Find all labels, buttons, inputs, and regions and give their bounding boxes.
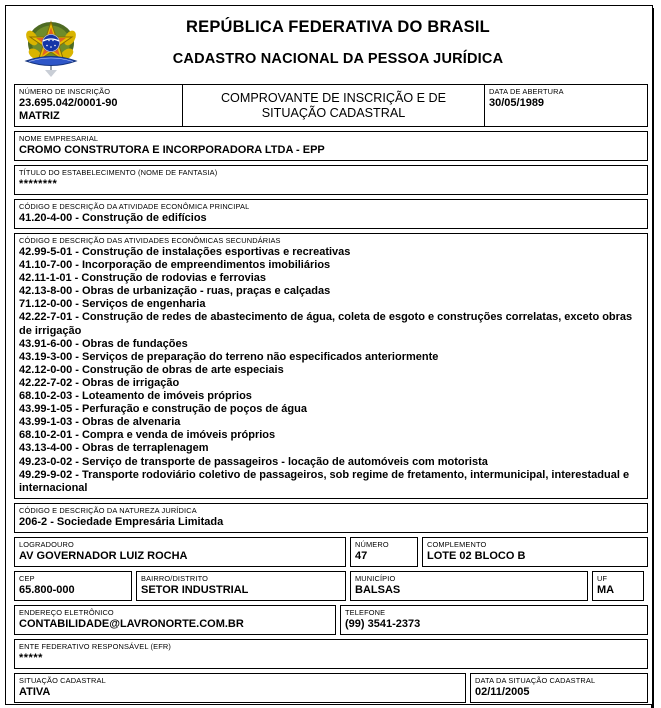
secondary-activity-item: 42.12-0-00 - Construção de obras de arte especiais	[19, 363, 284, 376]
complement-label: COMPLEMENTO	[427, 539, 487, 549]
document-type-title	[183, 85, 485, 126]
secondary-activity-item: 43.99-1-05 - Perfuração e construção de poços de água	[19, 403, 307, 416]
city-field	[350, 571, 588, 601]
number-field	[350, 537, 418, 567]
secondary-activity-item: 43.19-3-00 - Serviços de preparação do terreno não especificados anteriormente	[19, 350, 439, 363]
opening-date-field	[485, 85, 647, 126]
situation-date-label: DATA DA SITUAÇÃO CADASTRAL	[475, 675, 596, 685]
cep-label: CEP	[19, 573, 35, 583]
secondary-activities-label: CÓDIGO E DESCRIÇÃO DAS ATIVIDADES ECONÔMICAS SECUNDÁRIAS	[19, 236, 281, 245]
page-subtitle: CADASTRO NACIONAL DA PESSOA JURÍDICA	[172, 51, 504, 67]
inscription-number-value: 23.695.042/0001-90	[19, 97, 118, 109]
secondary-activity-item: 68.10-2-01 - Compra e venda de imóveis próprios	[19, 429, 276, 442]
page-title: REPÚBLICA FEDERATIVA DO BRASIL	[186, 18, 490, 36]
cep-field	[14, 571, 132, 601]
situation-label: SITUAÇÃO CADASTRAL	[19, 675, 106, 685]
secondary-activity-item: 43.13-4-00 - Obras de terraplenagem	[19, 442, 209, 455]
document-type-text: COMPROVANTE DE INSCRIÇÃO E DE SITUAÇÃO CADASTRAL	[220, 90, 447, 120]
phone-value: (99) 3541-2373	[345, 617, 421, 630]
company-name-value: CROMO CONSTRUTORA E INCORPORADORA LTDA - EPP	[19, 144, 325, 156]
street-label: LOGRADOURO	[19, 539, 74, 549]
number-value: 47	[355, 549, 368, 562]
state-value: MA	[597, 583, 615, 596]
brazil-coat-of-arms-icon	[14, 14, 88, 78]
secondary-activity-item: 49.23-0-02 - Serviço de transporte de passageiros - locação de automóveis com motorista	[19, 455, 488, 468]
company-name-field	[14, 131, 648, 161]
secondary-activities-field	[14, 233, 648, 499]
secondary-activities-row	[14, 233, 648, 499]
company-name-row	[14, 131, 648, 161]
legal-nature-label: CÓDIGO E DESCRIÇÃO DA NATUREZA JURÍDICA	[19, 505, 197, 515]
secondary-activity-item: 49.29-9-02 - Transporte rodoviário coletivo de passageiros, sob regime de fretamento, intermunicipal, interestadual e internacional	[19, 468, 630, 494]
trade-name-row	[14, 165, 648, 195]
district-label: BAIRRO/DISTRITO	[141, 573, 208, 583]
secondary-activity-item: 42.22-7-02 - Obras de irrigação	[19, 376, 180, 389]
secondary-activity-item: 42.99-5-01 - Construção de instalações esportivas e recreativas	[19, 246, 351, 258]
situation-field	[14, 673, 466, 703]
status-row	[14, 673, 648, 703]
main-activity-value: 41.20-4-00 - Construção de edifícios	[19, 212, 207, 224]
efr-field	[14, 639, 648, 669]
identification-row	[14, 84, 648, 127]
state-field	[592, 571, 644, 601]
phone-field	[340, 605, 648, 635]
city-label: MUNICÍPIO	[355, 573, 396, 583]
complement-value: LOTE 02 BLOCO B	[427, 549, 526, 562]
legal-nature-row	[14, 503, 648, 533]
street-value: AV GOVERNADOR LUIZ ROCHA	[19, 549, 188, 562]
street-field	[14, 537, 346, 567]
inscription-number-label: NÚMERO DE INSCRIÇÃO	[19, 87, 111, 96]
complement-field	[422, 537, 648, 567]
cep-value: 65.800-000	[19, 583, 75, 596]
address-row-1	[14, 537, 648, 567]
trade-name-value: ********	[19, 178, 58, 190]
legal-nature-value: 206-2 - Sociedade Empresária Limitada	[19, 515, 224, 528]
efr-label: ENTE FEDERATIVO RESPONSÁVEL (EFR)	[19, 641, 171, 651]
secondary-activity-item: 71.12-0-00 - Serviços de engenharia	[19, 298, 206, 311]
main-activity-row	[14, 199, 648, 229]
secondary-activity-item: 43.99-1-03 - Obras de alvenaria	[19, 416, 181, 429]
trade-name-field	[14, 165, 648, 195]
secondary-activity-item: 43.91-6-00 - Obras de fundações	[19, 337, 188, 350]
email-field	[14, 605, 336, 635]
phone-label: TELEFONE	[345, 607, 386, 617]
opening-date-value: 30/05/1989	[489, 97, 545, 109]
opening-date-label: DATA DE ABERTURA	[489, 87, 564, 96]
company-name-label: NOME EMPRESARIAL	[19, 134, 99, 143]
district-field	[136, 571, 346, 601]
address-row-2	[14, 571, 648, 601]
secondary-activities-list	[19, 246, 643, 495]
main-activity-field	[14, 199, 648, 229]
email-value: CONTABILIDADE@LAVRONORTE.COM.BR	[19, 617, 244, 630]
number-label: NÚMERO	[355, 539, 389, 549]
situation-date-value: 02/11/2005	[475, 685, 530, 698]
efr-value: *****	[19, 651, 43, 664]
contact-row	[14, 605, 648, 635]
document-header	[14, 12, 648, 84]
efr-row	[14, 639, 648, 669]
city-value: BALSAS	[355, 583, 401, 596]
inscription-type-value: MATRIZ	[19, 110, 60, 122]
trade-name-label: TÍTULO DO ESTABELECIMENTO (NOME DE FANTASIA)	[19, 168, 218, 177]
situation-date-field	[470, 673, 648, 703]
situation-value: ATIVA	[19, 685, 51, 698]
inscription-number-field	[15, 85, 183, 126]
legal-nature-field	[14, 503, 648, 533]
secondary-activity-item: 42.22-7-01 - Construção de redes de abastecimento de água, coleta de esgoto e construções correlatas, exceto obras de irrigação	[19, 311, 633, 337]
secondary-activity-item: 68.10-2-03 - Loteamento de imóveis próprios	[19, 390, 252, 403]
state-label: UF	[597, 573, 608, 583]
document-sheet	[5, 5, 653, 705]
secondary-activity-item: 42.11-1-01 - Construção de rodovias e ferrovias	[19, 272, 266, 285]
district-value: SETOR INDUSTRIAL	[141, 583, 249, 596]
secondary-activity-item: 42.13-8-00 - Obras de urbanização - ruas, praças e calçadas	[19, 285, 331, 298]
secondary-activity-item: 41.10-7-00 - Incorporação de empreendimentos imobiliários	[19, 259, 331, 272]
main-activity-label: CÓDIGO E DESCRIÇÃO DA ATIVIDADE ECONÔMICA PRINCIPAL	[19, 202, 250, 211]
email-label: ENDEREÇO ELETRÔNICO	[19, 607, 114, 617]
